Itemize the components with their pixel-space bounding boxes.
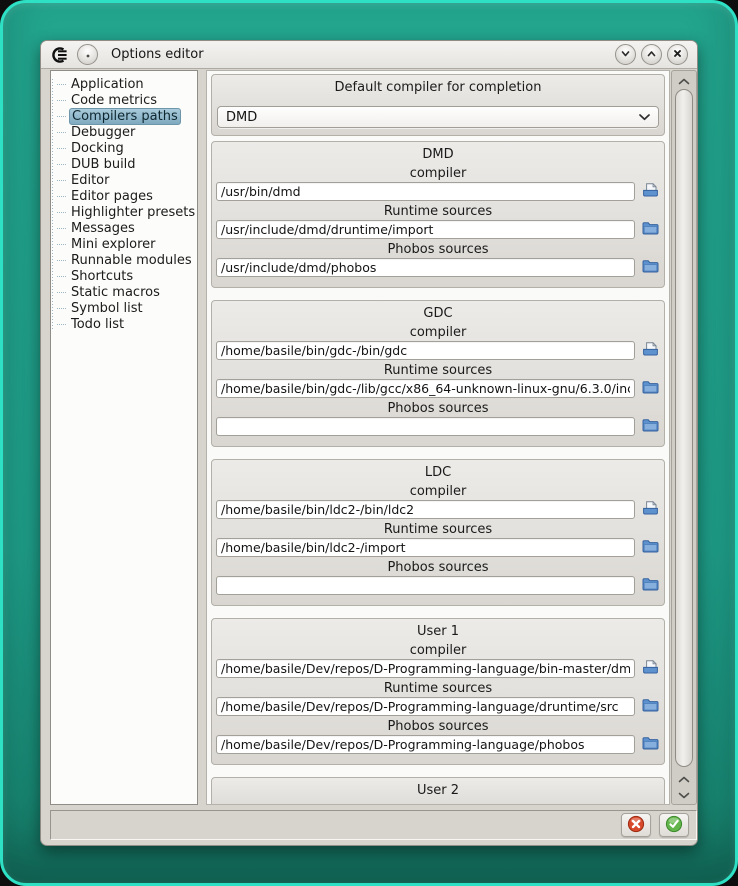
options-category-tree	[50, 70, 198, 805]
open-file-icon	[642, 183, 659, 200]
footer-bar	[50, 810, 697, 840]
gdc-runtime-browse-button[interactable]	[640, 379, 661, 398]
tree-branch-line	[57, 276, 66, 277]
group-title: LDC	[424, 465, 452, 480]
coedit-logo-icon	[50, 47, 70, 63]
chevron-up-icon	[678, 73, 690, 88]
folder-icon	[642, 577, 659, 594]
tree-branch-line	[57, 260, 66, 261]
sidebar-item-label: Debugger	[71, 124, 136, 140]
folder-icon	[642, 380, 659, 397]
field-label-runtime: Runtime sources	[383, 204, 493, 219]
folder-icon	[642, 259, 659, 276]
sidebar-item-label: Todo list	[71, 316, 125, 332]
sidebar-item-label: Symbol list	[71, 300, 143, 316]
user-1-phobos-input[interactable]	[216, 735, 635, 754]
sidebar-item-label: Editor	[71, 172, 110, 188]
menu-dot-icon	[85, 47, 91, 62]
group-title: Default compiler for completion	[334, 80, 542, 95]
dmd-compiler-input[interactable]	[216, 182, 635, 201]
open-file-icon	[642, 660, 659, 677]
folder-icon	[642, 221, 659, 238]
sidebar-item-dub-build[interactable]	[57, 156, 197, 172]
tree-branch-line	[57, 84, 66, 85]
vertical-scrollbar[interactable]	[671, 70, 697, 805]
default-compiler-group	[211, 74, 665, 136]
field-label-phobos: Phobos sources	[387, 560, 489, 575]
user-1-compiler-browse-button[interactable]	[640, 659, 661, 678]
tree-branch-line	[57, 180, 66, 181]
sidebar-item-label: Editor pages	[71, 188, 153, 204]
user-1-runtime-row	[212, 696, 664, 717]
scroll-up-button[interactable]	[673, 73, 695, 88]
scrollbar-thumb[interactable]	[675, 89, 693, 767]
sidebar-item-editor-pages[interactable]	[57, 188, 197, 204]
chevron-down-icon	[639, 114, 650, 121]
group-title: DMD	[422, 147, 454, 162]
field-label-compiler: compiler	[409, 166, 467, 181]
ldc-compiler-input[interactable]	[216, 500, 635, 519]
title-bar[interactable]	[41, 41, 697, 69]
sidebar-item-highlighter-presets[interactable]	[57, 204, 197, 220]
cancel-red-cross-icon	[627, 815, 645, 836]
sidebar-item-runnable-modules[interactable]	[57, 252, 197, 268]
sidebar-item-label: Mini explorer	[71, 236, 156, 252]
ldc-phobos-input[interactable]	[216, 576, 635, 595]
scroll-up-button-bottom[interactable]	[673, 771, 695, 786]
gdc-runtime-row	[212, 378, 664, 399]
user-1-phobos-row	[212, 734, 664, 755]
chevron-down-icon	[619, 47, 632, 63]
chevron-up-icon	[678, 771, 690, 786]
sidebar-item-label: Compilers paths	[69, 108, 181, 125]
window-title: Options editor	[111, 47, 204, 62]
field-label-phobos: Phobos sources	[387, 401, 489, 416]
ldc-runtime-input[interactable]	[216, 538, 635, 557]
dmd-runtime-row	[212, 219, 664, 240]
sidebar-item-label: Highlighter presets	[71, 204, 196, 220]
user-1-compiler-row	[212, 658, 664, 679]
compiler-group-user-2	[211, 777, 665, 805]
sidebar-item-label: Application	[71, 76, 144, 92]
sidebar-item-label: Code metrics	[71, 92, 158, 108]
gdc-runtime-input[interactable]	[216, 379, 635, 398]
default-compiler-select[interactable]	[217, 106, 659, 128]
dmd-phobos-browse-button[interactable]	[640, 258, 661, 277]
ldc-phobos-row	[212, 575, 664, 596]
chevron-down-icon	[678, 787, 690, 802]
tree-branch-line	[57, 324, 66, 325]
field-label-phobos: Phobos sources	[387, 242, 489, 257]
sidebar-item-label: Static macros	[71, 284, 160, 300]
gdc-phobos-row	[212, 416, 664, 437]
user-1-runtime-browse-button[interactable]	[640, 697, 661, 716]
gdc-phobos-input[interactable]	[216, 417, 635, 436]
sidebar-item-label: DUB build	[71, 156, 136, 172]
tree-branch-line	[57, 100, 66, 101]
folder-icon	[642, 698, 659, 715]
sidebar-item-static-macros[interactable]	[57, 284, 197, 300]
gdc-phobos-browse-button[interactable]	[640, 417, 661, 436]
chevron-up-icon	[645, 47, 658, 63]
sidebar-item-label: Shortcuts	[71, 268, 134, 284]
options-scroll-area	[206, 70, 670, 805]
cancel-button[interactable]	[621, 813, 651, 837]
folder-icon	[642, 736, 659, 753]
tree-branch-line	[57, 196, 66, 197]
user-1-runtime-input[interactable]	[216, 697, 635, 716]
sidebar-item-debugger[interactable]	[57, 124, 197, 140]
sidebar-item-todo-list[interactable]	[57, 316, 197, 332]
compiler-group-ldc	[211, 459, 665, 606]
sidebar-item-shortcuts[interactable]	[57, 268, 197, 284]
tree-branch-line	[57, 116, 66, 117]
field-label-runtime: Runtime sources	[383, 363, 493, 378]
sidebar-item-compilers-paths[interactable]	[57, 108, 197, 124]
user-1-compiler-input[interactable]	[216, 659, 635, 678]
sidebar-item-label: Messages	[71, 220, 135, 236]
sidebar-item-mini-explorer[interactable]	[57, 236, 197, 252]
tree-branch-line	[57, 228, 66, 229]
close-x-icon	[671, 47, 684, 63]
dmd-runtime-browse-button[interactable]	[640, 220, 661, 239]
tree-branch-line	[57, 212, 66, 213]
window-controls	[615, 44, 688, 65]
dmd-runtime-input[interactable]	[216, 220, 635, 239]
field-label-compiler: compiler	[409, 643, 467, 658]
group-title: User 2	[416, 783, 460, 798]
compiler-group-dmd	[211, 141, 665, 288]
options-editor-window	[40, 40, 698, 846]
group-title: GDC	[423, 306, 453, 321]
gdc-compiler-input[interactable]	[216, 341, 635, 360]
selected-compiler-value: DMD	[226, 109, 258, 125]
group-title: User 1	[416, 624, 460, 639]
open-file-icon	[642, 501, 659, 518]
dmd-phobos-input[interactable]	[216, 258, 635, 277]
sidebar-item-docking[interactable]	[57, 140, 197, 156]
sidebar-item-application[interactable]	[57, 76, 197, 92]
tree-branch-line	[57, 164, 66, 165]
user-1-phobos-browse-button[interactable]	[640, 735, 661, 754]
accept-green-check-icon	[665, 815, 683, 836]
tree-branch-line	[57, 292, 66, 293]
folder-icon	[642, 539, 659, 556]
dmd-phobos-row	[212, 257, 664, 278]
ldc-compiler-row	[212, 499, 664, 520]
sidebar-item-symbol-list[interactable]	[57, 300, 197, 316]
scroll-down-button[interactable]	[673, 787, 695, 802]
field-label-runtime: Runtime sources	[383, 522, 493, 537]
dmd-compiler-row	[212, 181, 664, 202]
gdc-compiler-row	[212, 340, 664, 361]
gdc-compiler-browse-button[interactable]	[640, 341, 661, 360]
compiler-group-user-1	[211, 618, 665, 765]
ldc-compiler-browse-button[interactable]	[640, 500, 661, 519]
maximize-button[interactable]	[641, 44, 662, 65]
window-menu-button[interactable]	[77, 44, 98, 65]
close-button[interactable]	[667, 44, 688, 65]
ldc-runtime-row	[212, 537, 664, 558]
sidebar-item-label: Runnable modules	[71, 252, 192, 268]
tree-branch-line	[57, 132, 66, 133]
minimize-button[interactable]	[615, 44, 636, 65]
sidebar-item-messages[interactable]	[57, 220, 197, 236]
ldc-phobos-browse-button[interactable]	[640, 576, 661, 595]
folder-icon	[642, 418, 659, 435]
tree-branch-line	[57, 244, 66, 245]
compiler-group-gdc	[211, 300, 665, 447]
tree-branch-line	[57, 148, 66, 149]
tree-branch-line	[57, 308, 66, 309]
ldc-runtime-browse-button[interactable]	[640, 538, 661, 557]
field-label-compiler: compiler	[409, 484, 467, 499]
sidebar-item-editor[interactable]	[57, 172, 197, 188]
accept-button[interactable]	[659, 813, 689, 837]
dmd-compiler-browse-button[interactable]	[640, 182, 661, 201]
sidebar-item-label: Docking	[71, 140, 124, 156]
field-label-phobos: Phobos sources	[387, 719, 489, 734]
open-file-icon	[642, 342, 659, 359]
sidebar-item-code-metrics[interactable]	[57, 92, 197, 108]
field-label-compiler: compiler	[409, 325, 467, 340]
field-label-runtime: Runtime sources	[383, 681, 493, 696]
